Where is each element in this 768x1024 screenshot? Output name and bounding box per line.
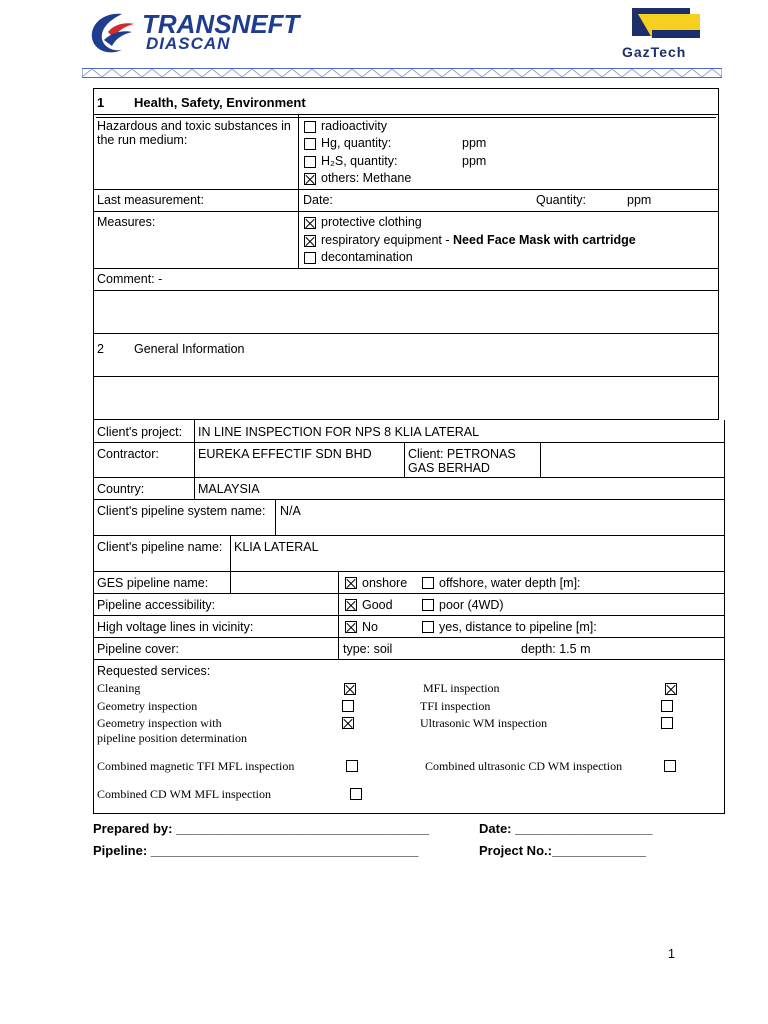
client-project-label: Client's project: <box>97 425 183 439</box>
gaztech-logo <box>620 8 720 62</box>
country-value: MALAYSIA <box>198 482 260 496</box>
section1-number: 1 <box>97 95 105 110</box>
hv-yes-checkbox[interactable] <box>422 621 434 633</box>
section2-number: 2 <box>97 342 104 356</box>
radioactivity-label: radioactivity <box>321 119 387 133</box>
service-cd-wm-checkbox[interactable] <box>664 760 676 772</box>
respiratory-label <box>321 233 636 247</box>
service-geometry-position-label: Geometry inspection with <box>97 716 222 730</box>
service-cleaning-label: Cleaning <box>97 681 141 695</box>
decontamination-checkbox[interactable] <box>304 252 316 264</box>
service-tfi-checkbox[interactable] <box>661 700 673 712</box>
client-label: Client: PETRONAS GAS BERHAD <box>408 447 516 475</box>
ges-label: GES pipeline name: <box>97 576 209 590</box>
contractor-value: EUREKA EFFECTIF SDN BHD <box>198 447 372 461</box>
gaztech-wordmark: GazTech <box>622 44 687 60</box>
pipeline-field[interactable]: Pipeline: _____________________________________ <box>93 843 419 858</box>
cover-label: Pipeline cover: <box>97 642 179 656</box>
service-mfl-checkbox[interactable] <box>665 683 677 695</box>
measures-label: Measures: <box>97 215 156 229</box>
diascan-wordmark: DIASCAN <box>146 34 231 53</box>
respiratory-note: Need Face Mask with cartridge <box>453 233 636 247</box>
hv-yes-label: yes, distance to pipeline [m]: <box>439 620 597 634</box>
system-name-label: Client's pipeline system name: <box>97 504 266 518</box>
h2s-checkbox[interactable] <box>304 156 316 168</box>
hg-label: Hg, quantity: <box>321 136 392 150</box>
date-field[interactable]: Date: ___________________ <box>479 821 653 836</box>
poor-checkbox[interactable] <box>422 599 434 611</box>
h2s-label: H₂S, quantity: <box>321 154 398 168</box>
service-geometry-position-checkbox[interactable] <box>342 717 354 729</box>
hv-no-label: No <box>362 620 378 634</box>
service-cd-wm-mfl-label: Combined CD WM MFL inspection <box>97 787 271 801</box>
service-cleaning-checkbox[interactable] <box>344 683 356 695</box>
hv-no-checkbox[interactable] <box>345 621 357 633</box>
onshore-checkbox[interactable] <box>345 577 357 589</box>
hv-label: High voltage lines in vicinity: <box>97 620 254 634</box>
quantity-label: Quantity: <box>536 193 587 207</box>
offshore-checkbox[interactable] <box>422 577 434 589</box>
others-checkbox[interactable] <box>304 173 316 185</box>
hg-unit: ppm <box>462 136 487 150</box>
onshore-label: onshore <box>362 576 408 590</box>
last-measurement-label: Last measurement: <box>97 193 204 207</box>
radioactivity-checkbox[interactable] <box>304 121 316 133</box>
service-geometry-position-label2: pipeline position determination <box>97 731 247 745</box>
gaztech-emblem-icon <box>632 8 700 44</box>
contractor-label: Contractor: <box>97 447 159 461</box>
service-ultrasonic-label: Ultrasonic WM inspection <box>420 716 548 730</box>
service-tfi-label: TFI inspection <box>420 699 491 713</box>
transneft-wordmark: TRANSNEFT <box>142 9 300 39</box>
system-name-value: N/A <box>280 504 301 518</box>
services-label: Requested services: <box>97 664 211 678</box>
service-geometry-checkbox[interactable] <box>342 700 354 712</box>
cover-type: type: soil <box>343 642 393 656</box>
offshore-label: offshore, water depth [m]: <box>439 576 581 590</box>
service-tfi-mfl-label: Combined magnetic TFI MFL inspection <box>97 759 295 773</box>
protective-clothing-label: protective clothing <box>321 215 422 229</box>
others-label: others: Methane <box>321 171 412 185</box>
service-cd-wm-label: Combined ultrasonic CD WM inspection <box>425 759 623 773</box>
service-geometry-label: Geometry inspection <box>97 699 198 713</box>
protective-clothing-checkbox[interactable] <box>304 217 316 229</box>
transneft-emblem-icon <box>88 10 138 56</box>
respiratory-text: respiratory equipment - <box>321 233 454 247</box>
good-checkbox[interactable] <box>345 599 357 611</box>
good-label: Good <box>362 598 393 612</box>
prepared-by-field[interactable]: Prepared by: ___________________________________ <box>93 821 430 836</box>
poor-label: poor (4WD) <box>439 598 504 612</box>
pipeline-name-value: KLIA LATERAL <box>234 540 319 554</box>
pipeline-name-label: Client's pipeline name: <box>97 540 223 554</box>
page-number: 1 <box>668 947 675 961</box>
service-cd-wm-mfl-checkbox[interactable] <box>350 788 362 800</box>
country-label: Country: <box>97 482 145 496</box>
decontamination-label: decontamination <box>321 250 413 264</box>
date-label: Date: <box>303 193 333 207</box>
service-ultrasonic-checkbox[interactable] <box>661 717 673 729</box>
client-project-value: IN LINE INSPECTION FOR NPS 8 KLIA LATERAL <box>198 425 480 439</box>
hg-checkbox[interactable] <box>304 138 316 150</box>
access-label: Pipeline accessibility: <box>97 598 216 612</box>
section1-title: Health, Safety, Environment <box>134 95 306 110</box>
h2s-unit: ppm <box>462 154 487 168</box>
quantity-unit: ppm <box>627 193 652 207</box>
transneft-logo <box>88 10 308 58</box>
project-no-field[interactable]: Project No.:_____________ <box>479 843 646 858</box>
comment-label: Comment: - <box>97 272 163 286</box>
service-tfi-mfl-checkbox[interactable] <box>346 760 358 772</box>
section2-title: General Information <box>134 342 245 356</box>
respiratory-checkbox[interactable] <box>304 235 316 247</box>
service-mfl-label: MFL inspection <box>423 681 500 695</box>
cover-depth: depth: 1.5 m <box>521 642 591 656</box>
hazard-label: Hazardous and toxic substances in the run medium: <box>97 119 291 147</box>
header-divider <box>82 68 722 78</box>
